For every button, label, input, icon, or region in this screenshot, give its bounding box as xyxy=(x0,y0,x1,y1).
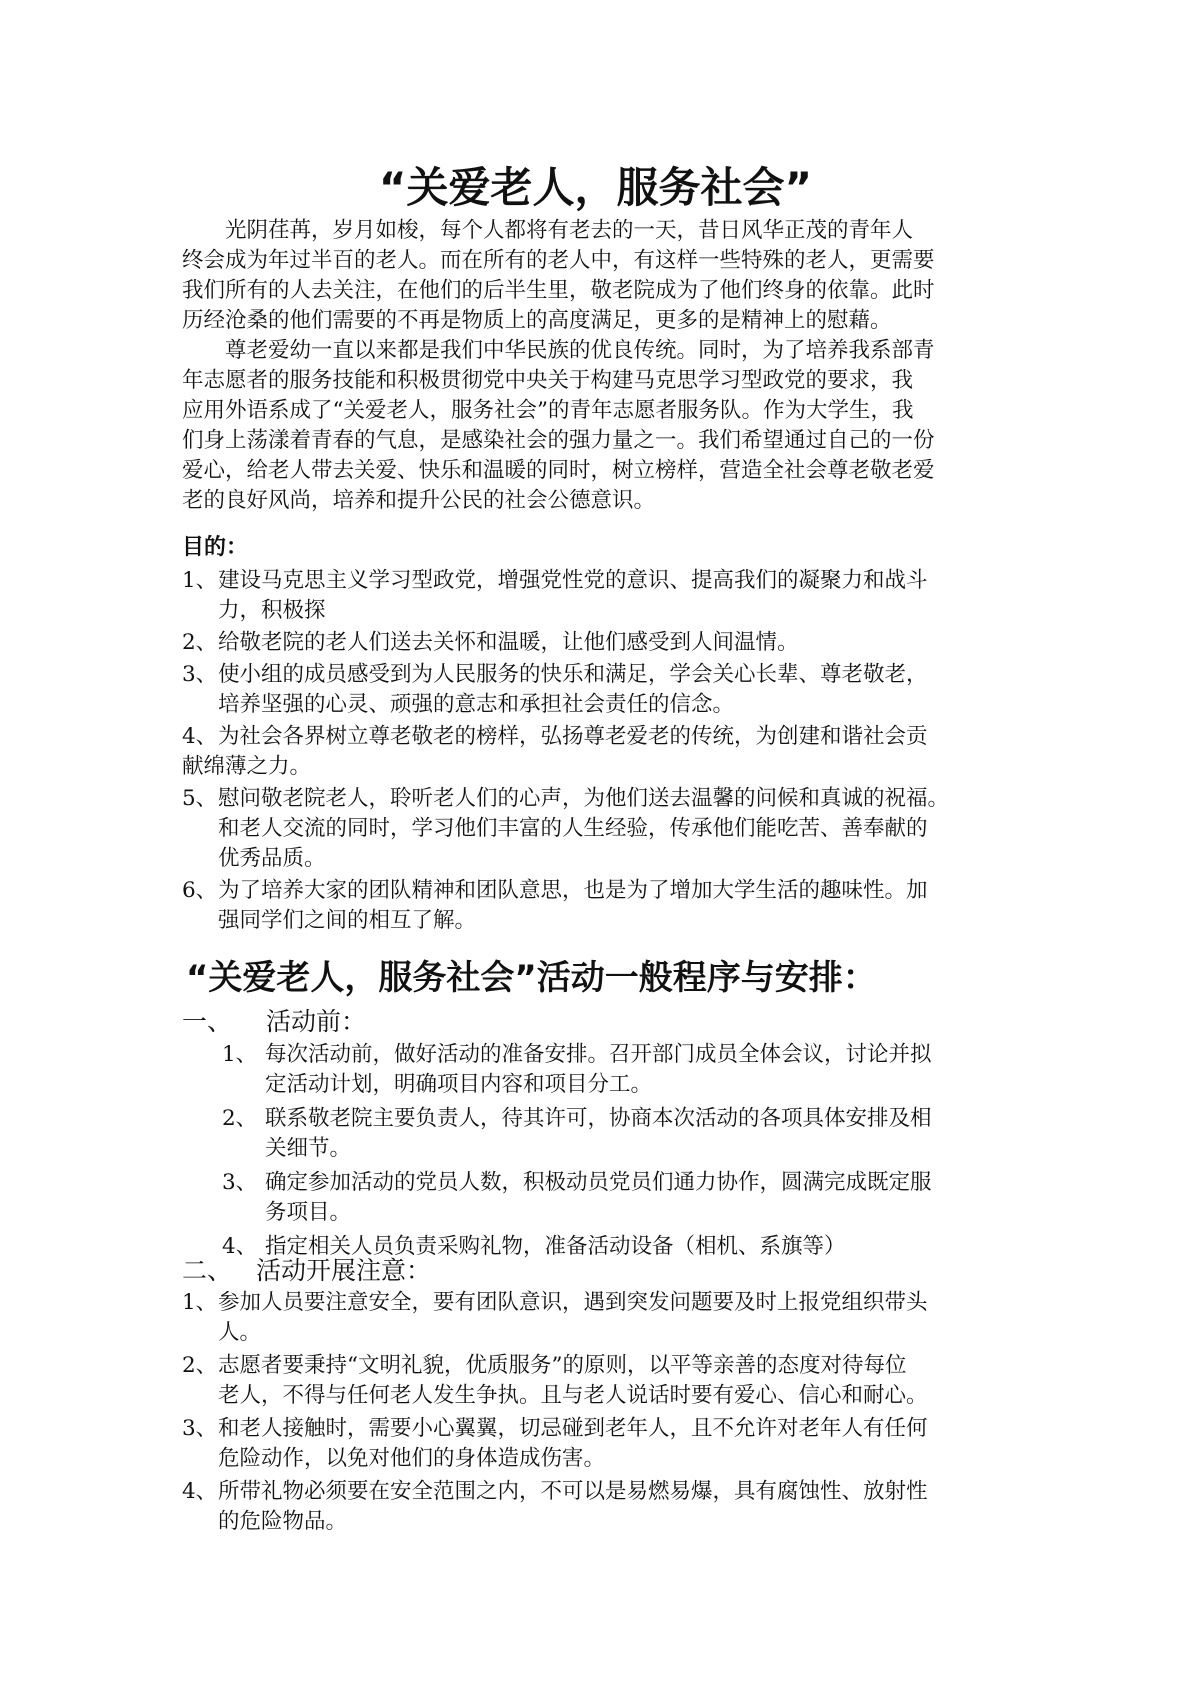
item-line: 建设马克思主义学习型政党，增强党性党的意识、提高我们的凝聚力和战斗 xyxy=(218,568,928,593)
intro-line: 我们所有的人去关注，在他们的后半生里，敬老院成为了他们终身的依靠。此时 xyxy=(182,278,935,303)
section-label: 活动前： xyxy=(266,1007,367,1036)
item-line: 指定相关人员负责采购礼物，准备活动设备（相机、系旗等） xyxy=(265,1234,846,1259)
item-line: 关细节。 xyxy=(265,1136,352,1161)
section-heading-notes xyxy=(182,1255,431,1287)
item-line: 和老人交流的同时，学习他们丰富的人生经验，传承他们能吃苦、善奉献的 xyxy=(218,816,928,841)
item-number: 4、 xyxy=(182,724,218,749)
intro-line: 老的良好风尚，培养和提升公民的社会公德意识。 xyxy=(182,488,656,513)
note-item xyxy=(182,1477,1022,1537)
purpose-item xyxy=(182,722,1022,782)
note-item xyxy=(182,1288,1022,1348)
intro-line: 光阴荏苒，岁月如梭，每个人都将有老去的一天，昔日风华正茂的青年人 xyxy=(225,218,914,243)
item-line: 力，积极探 xyxy=(218,598,326,623)
intro-line: 应用外语系成了“关爱老人，服务社会”的青年志愿者服务队。作为大学生，我 xyxy=(182,398,914,423)
note-item xyxy=(182,1351,1022,1411)
item-line: 献绵薄之力。 xyxy=(182,754,312,779)
purpose-item xyxy=(182,660,1022,720)
purpose-heading: 目的： xyxy=(182,535,249,560)
intro-paragraph xyxy=(182,336,1012,516)
intro-section xyxy=(182,216,1012,516)
item-line: 优秀品质。 xyxy=(218,846,326,871)
item-line: 人。 xyxy=(218,1320,262,1345)
item-line: 所带礼物必须要在安全范围之内，不可以是易燃易爆，具有腐蚀性、放射性 xyxy=(218,1479,928,1504)
item-number: 5、 xyxy=(182,786,218,811)
item-line: 和老人接触时，需要小心翼翼，切忌碰到老年人，且不允许对老年人有任何 xyxy=(218,1416,928,1441)
item-line: 志愿者要秉持“文明礼貌，优质服务”的原则，以平等亲善的态度对待每位 xyxy=(218,1353,907,1378)
item-line: 危险动作，以免对他们的身体造成伤害。 xyxy=(218,1446,606,1471)
item-number: 1、 xyxy=(182,1290,218,1315)
intro-line: 终会成为年过半百的老人。而在所有的老人中，有这样一些特殊的老人，更需要 xyxy=(182,248,935,273)
item-line: 为社会各界树立尊老敬老的榜样，弘扬尊老爱老的传统，为创建和谐社会贡 xyxy=(218,724,928,749)
item-number: 4、 xyxy=(222,1234,258,1259)
intro-line: 尊老爱幼一直以来都是我们中华民族的优良传统。同时，为了培养我系部青 xyxy=(225,338,935,363)
section-number: 二、 xyxy=(182,1256,233,1285)
item-line: 确定参加活动的党员人数，积极动员党员们通力协作，圆满完成既定服 xyxy=(265,1170,932,1195)
item-line: 的危险物品。 xyxy=(218,1509,348,1534)
item-number: 2、 xyxy=(182,1353,218,1378)
section-label: 活动开展注意： xyxy=(256,1256,432,1285)
intro-paragraph xyxy=(182,216,1012,336)
document-title: “关爱老人，服务社会” xyxy=(378,163,813,212)
before-activity-list xyxy=(222,1040,1022,1266)
item-number: 2、 xyxy=(182,630,218,655)
item-number: 6、 xyxy=(182,878,218,903)
purpose-item xyxy=(182,784,1022,874)
section-heading-before xyxy=(182,1006,366,1038)
item-number: 4、 xyxy=(182,1479,218,1504)
before-item xyxy=(222,1104,1022,1164)
before-item xyxy=(222,1040,1022,1100)
section-title: “关爱老人，服务社会”活动一般程序与安排： xyxy=(186,958,877,998)
purpose-item xyxy=(182,566,1022,626)
item-line: 给敬老院的老人们送去关怀和温暖，让他们感受到人间温情。 xyxy=(218,630,799,655)
notes-list xyxy=(182,1288,1022,1540)
before-item xyxy=(222,1168,1022,1228)
item-line: 慰问敬老院老人，聆听老人们的心声，为他们送去温馨的问候和真诚的祝福。 xyxy=(218,786,950,811)
intro-line: 年志愿者的服务技能和积极贯彻党中央关于构建马克思学习型政党的要求，我 xyxy=(182,368,914,393)
item-line: 老人，不得与任何老人发生争执。且与老人说话时要有爱心、信心和耐心。 xyxy=(218,1383,928,1408)
item-line: 培养坚强的心灵、顽强的意志和承担社会责任的信念。 xyxy=(218,692,735,717)
item-line: 为了培养大家的团队精神和团队意思，也是为了增加大学生活的趣味性。加 xyxy=(218,878,928,903)
item-line: 联系敬老院主要负责人，待其许可，协商本次活动的各项具体安排及相 xyxy=(265,1106,932,1131)
intro-line: 历经沧桑的他们需要的不再是物质上的高度满足，更多的是精神上的慰藉。 xyxy=(182,308,892,333)
item-line: 务项目。 xyxy=(265,1200,352,1225)
item-number: 3、 xyxy=(222,1170,258,1195)
item-line: 每次活动前，做好活动的准备安排。召开部门成员全体会议，讨论并拟 xyxy=(265,1042,932,1067)
item-line: 使小组的成员感受到为人民服务的快乐和满足，学会关心长辈、尊老敬老， xyxy=(218,662,928,687)
purpose-item xyxy=(182,876,1022,936)
item-line: 定活动计划，明确项目内容和项目分工。 xyxy=(265,1072,653,1097)
note-item xyxy=(182,1414,1022,1474)
item-number: 1、 xyxy=(182,568,218,593)
intro-line: 们身上荡漾着青春的气息，是感染社会的强力量之一。我们希望通过自己的一份 xyxy=(182,428,935,453)
item-line: 强同学们之间的相互了解。 xyxy=(218,908,477,933)
item-number: 2、 xyxy=(222,1106,258,1131)
purpose-item xyxy=(182,628,1022,658)
intro-line: 爱心，给老人带去关爱、快乐和温暖的同时，树立榜样，营造全社会尊老敬老爱 xyxy=(182,458,935,483)
item-number: 3、 xyxy=(182,1416,218,1441)
item-line: 参加人员要注意安全，要有团队意识，遇到突发问题要及时上报党组织带头 xyxy=(218,1290,928,1315)
section-number: 一、 xyxy=(182,1007,233,1036)
item-number: 1、 xyxy=(222,1042,258,1067)
purpose-list xyxy=(182,566,1022,938)
item-number: 3、 xyxy=(182,662,218,687)
